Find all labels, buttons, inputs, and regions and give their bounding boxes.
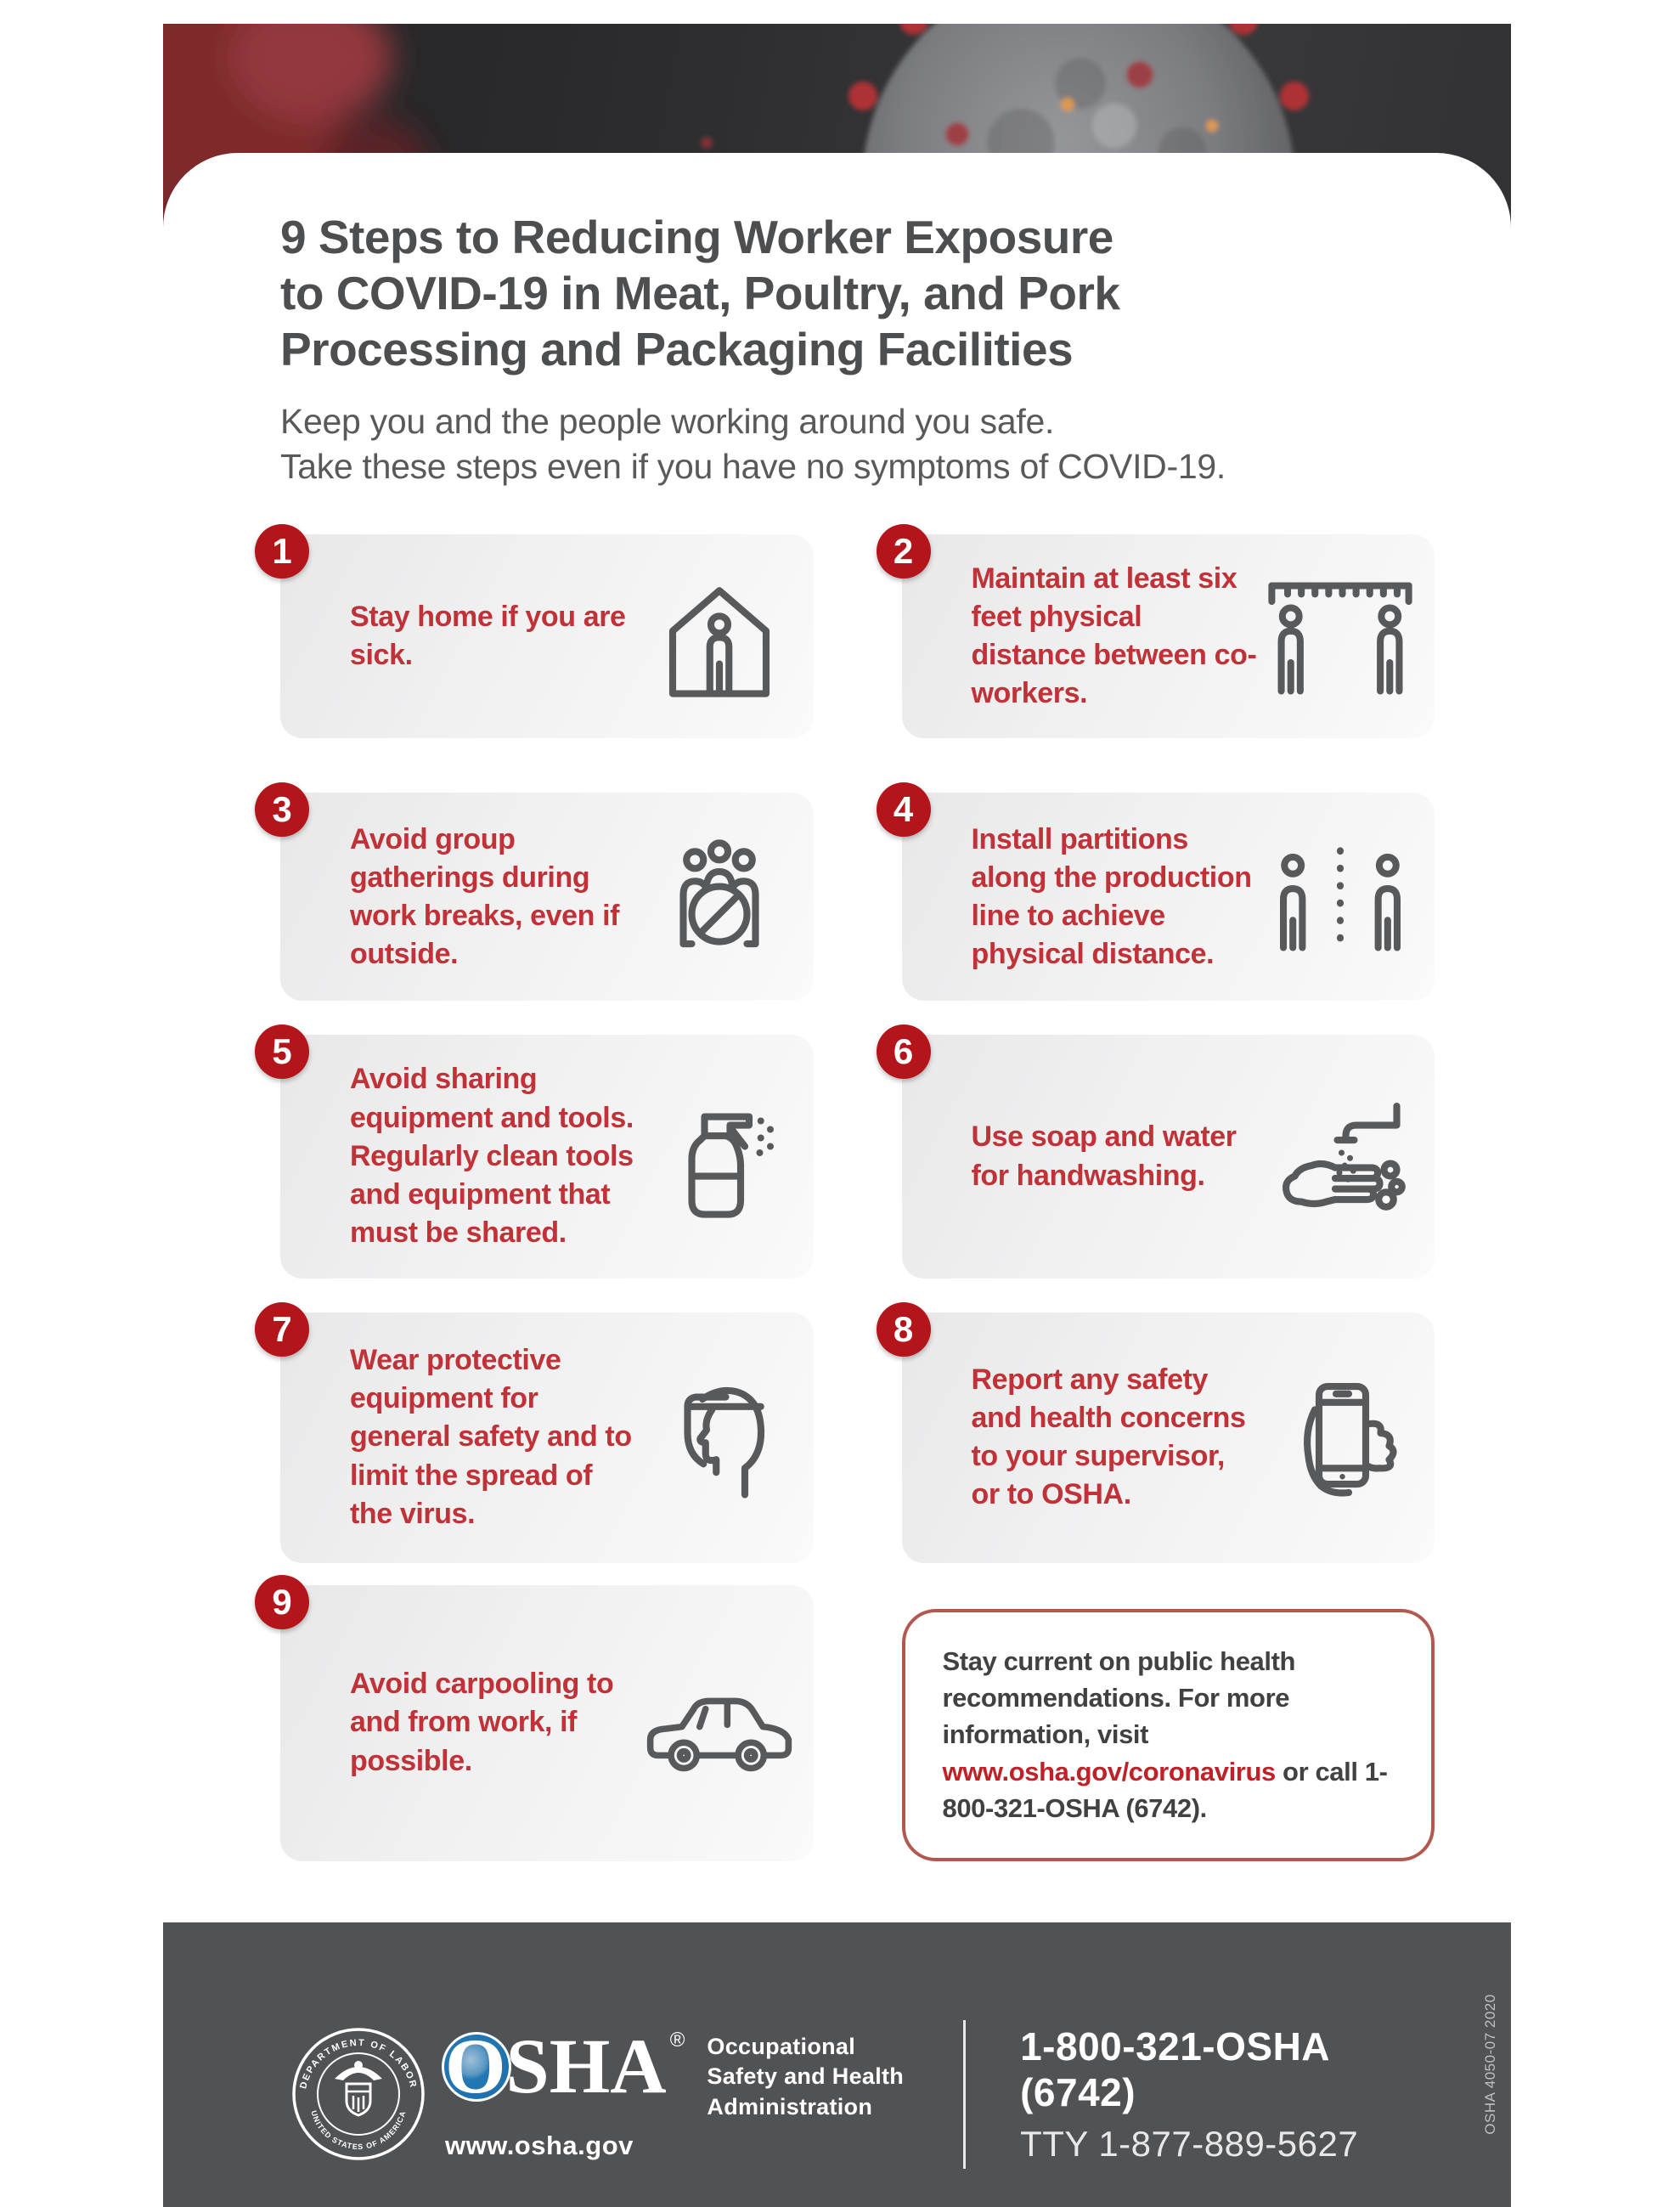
step-box-5 — [272, 1031, 814, 1278]
info-text-before: Stay current on public health recommendations. For more information, visit — [942, 1645, 1296, 1750]
registered-trademark: ® — [669, 2029, 685, 2052]
department-of-labor-seal-icon — [290, 2026, 426, 2162]
step-text: Avoid carpooling to and from work, if possible. — [350, 1668, 614, 1777]
steps-row-1 — [272, 530, 1435, 739]
step-number-badge: 3 — [255, 782, 309, 837]
tty-phone-number: TTY 1-877-889-5627 — [1020, 2124, 1359, 2165]
step-box-3 — [272, 789, 814, 1001]
step-box-8 — [893, 1308, 1435, 1563]
steps-row-2 — [272, 789, 1435, 1001]
step-box-6 — [893, 1031, 1435, 1278]
steps-row-5 — [272, 1581, 1435, 1861]
publication-number: OSHA 4050-07 2020 — [1482, 1994, 1498, 2135]
steps-row-3 — [272, 1031, 1435, 1278]
step-box-9 — [272, 1581, 814, 1861]
distance-ruler-icon — [1260, 573, 1421, 700]
footer-divider — [963, 2020, 966, 2169]
steps-row-4 — [272, 1308, 1435, 1563]
footer-bar — [163, 1922, 1511, 2207]
page-subtitle-line: Take these steps even if you have no symptoms of COVID-19. — [280, 447, 1226, 487]
page-subtitle-line: Keep you and the people working around you safe. — [280, 402, 1055, 441]
page-title — [280, 209, 1435, 377]
step-number-badge: 4 — [877, 782, 931, 837]
step-number-badge: 9 — [255, 1575, 309, 1629]
page-subtitle — [280, 399, 1435, 490]
car-icon — [639, 1659, 800, 1786]
osha-wordmark-text: OSHA — [445, 2023, 667, 2110]
step-number-badge: 2 — [877, 524, 931, 579]
step-box-2 — [893, 530, 1435, 739]
step-number-badge: 8 — [877, 1302, 931, 1357]
handwashing-icon — [1260, 1093, 1421, 1221]
coronavirus-url: www.osha.gov/coronavirus — [942, 1756, 1276, 1786]
face-shield-icon — [639, 1374, 800, 1501]
osha-website: www.osha.gov — [445, 2130, 634, 2160]
step-text: Install partitions along the production line to achieve physical distance. — [971, 822, 1252, 971]
seal-text-bottom: UNITED STATES OF AMERICA — [309, 2109, 408, 2152]
step-text: Use soap and water for handwashing. — [971, 1120, 1237, 1192]
tagline-line: Occupational — [707, 2034, 856, 2060]
step-box-7 — [272, 1308, 814, 1563]
info-box — [902, 1609, 1435, 1861]
no-gathering-icon — [639, 833, 800, 961]
house-person-icon — [639, 573, 800, 700]
osha-logo-block — [445, 2023, 905, 2160]
footer-phone-block — [1020, 2024, 1418, 2165]
osha-poster — [163, 24, 1511, 2207]
page-title-line: to COVID-19 in Meat, Poultry, and Pork — [280, 267, 1120, 319]
spray-bottle-icon — [639, 1093, 800, 1221]
osha-logo — [445, 2023, 667, 2110]
seal-text-top: DEPARTMENT OF LABOR — [298, 2037, 419, 2091]
page-title-line: 9 Steps to Reducing Worker Exposure — [280, 211, 1113, 263]
partition-icon — [1260, 833, 1421, 961]
info-text-after: or call 1-800-321-OSHA (6742). — [942, 1756, 1388, 1824]
step-text: Wear protective equipment for general safety and to limit the spread of the virus. — [350, 1344, 632, 1530]
step-number-badge: 1 — [255, 524, 309, 579]
phone-in-hand-icon — [1260, 1374, 1421, 1501]
page-title-line: Processing and Packaging Facilities — [280, 323, 1074, 375]
step-box-1 — [272, 530, 814, 739]
step-text: Report any safety and health concerns to your supervisor, or to OSHA. — [971, 1363, 1246, 1511]
tagline-line: Administration — [707, 2093, 873, 2120]
tagline-line: Safety and Health — [707, 2063, 905, 2090]
step-text: Avoid sharing equipment and tools. Regularly clean tools and equipment that must be shared. — [350, 1063, 634, 1250]
step-number-badge: 5 — [255, 1024, 309, 1079]
step-text: Stay home if you are sick. — [350, 600, 626, 672]
osha-phone-number: 1-800-321-OSHA (6742) — [1020, 2024, 1329, 2115]
content-card — [163, 153, 1511, 1976]
step-text: Avoid group gatherings during work breaks, even if outside. — [350, 822, 620, 971]
steps-grid — [272, 530, 1435, 1861]
step-number-badge: 6 — [877, 1024, 931, 1079]
step-number-badge: 7 — [255, 1302, 309, 1357]
step-text: Maintain at least six feet physical distance between co-workers. — [971, 562, 1257, 710]
step-box-4 — [893, 789, 1435, 1001]
osha-tagline — [707, 2032, 904, 2121]
